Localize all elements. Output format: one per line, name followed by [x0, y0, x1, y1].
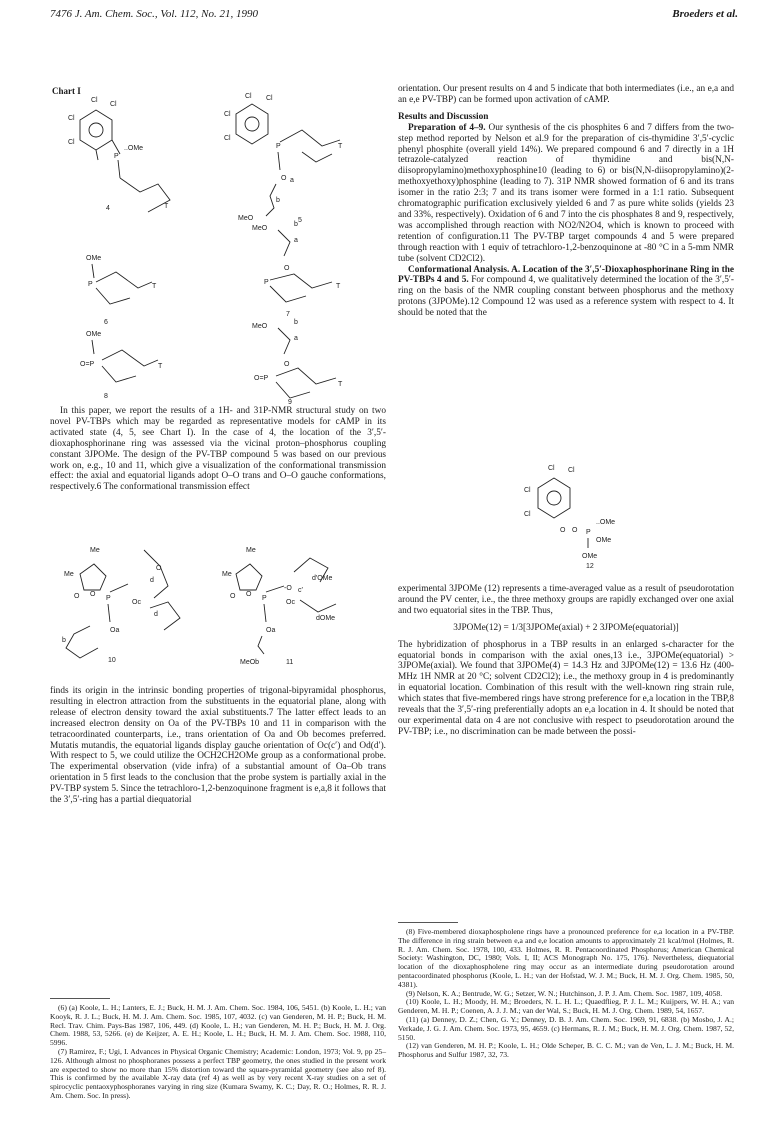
svg-text:Cl: Cl — [245, 93, 252, 100]
right-column-top — [398, 84, 734, 319]
svg-text:T: T — [338, 381, 343, 388]
svg-text:b: b — [294, 221, 298, 228]
svg-text:P: P — [262, 595, 267, 602]
svg-text:Cl: Cl — [68, 115, 75, 122]
svg-text:MeO: MeO — [238, 215, 254, 222]
svg-text:Cl: Cl — [548, 465, 555, 472]
footnote: (10) Koole, L. H.; Moody, H. M.; Broeders, N. L. H. L.; Quaedflieg, P. J. L. M.; Kuijpers, W. H. A.; van Genderen, M. H. P.; Coenen, A. J. J. M.; van der Wal, S.; Buck, H. M. J. Org. Chem. 1989, 54, 1657. — [398, 997, 734, 1016]
svg-text:O: O — [560, 527, 566, 534]
svg-text:Cl: Cl — [524, 511, 531, 518]
svg-text:T: T — [152, 283, 157, 290]
label-11: 11 — [286, 659, 294, 666]
svg-text:b: b — [62, 637, 66, 644]
svg-text:Cl: Cl — [110, 101, 117, 108]
chart-structures — [40, 92, 380, 404]
svg-text:Cl: Cl — [91, 97, 98, 104]
svg-text:b: b — [276, 197, 280, 204]
svg-text:O: O — [572, 527, 578, 534]
svg-text:-O: -O — [284, 585, 292, 592]
label-8: 8 — [104, 393, 108, 400]
svg-text:O: O — [284, 265, 290, 272]
svg-text:Cl: Cl — [266, 95, 273, 102]
paragraph: The hybridization of phosphorus in a TBP results in an enlarged s-character for the equatorial bonds in comparison with the axial ones,13 i.e., 3JPOMe(equatorial) > 3JPOMe(axial). We found that 3JPOMe(4) = 14.3 Hz and 3JPOMe(12) = 13.6 Hz (400-MHz 1H NMR at 20 °C; solvent CD2Cl2); i.e., the methoxy group in 4 is predominantly in equatorial location. Combination of this result with the well-known ring strain rule, which states that five-membered rings have strong preference for e,a location in the TBP,8 reveals that the 3′,5′-ring preferentially adopts an e,a location in 4. It should be noted that our experimental data on 4 are not conclusive with respect to pseudorotation around the PV-TBP; i.e., no discrimination can be made between the possi- — [398, 639, 734, 737]
svg-text:O: O — [230, 593, 236, 600]
svg-text:O: O — [246, 591, 252, 598]
svg-text:O: O — [90, 591, 96, 598]
svg-text:P: P — [276, 143, 281, 150]
svg-text:O=P: O=P — [80, 361, 95, 368]
label-7: 7 — [286, 311, 290, 318]
paragraph-text: For compound 4, we qualitatively determined the location of the 3′,5′-ring on the basis of the NMR coupling constant between phosphorus and the methoxy protons (3JPOMe).12 Compound 12 was used as a reference system with respect to 4. It should be noted that the — [398, 275, 734, 319]
author-header: Broeders et al. — [672, 8, 738, 20]
svg-text:Me: Me — [64, 571, 74, 578]
paragraph: In this paper, we report the results of a 1H- and 31P-NMR structural study on two novel PV-TBPs which may be regarded as representative models for cAMP in its activated state (4, 5, see Chart I). In the case of 4, the location of the 3′,5′-dioxaphosphorinane ring was assessed via the vicinal proton–phosphorus coupling constant 3JPOMe. The design of the PV-TBP compound 5 was based on our previous work on, e.g., 10 and 11, which give a visualization of the conformational transmission effect: the axial and equatorial ligands adopt O–O trans and O–O gauche conformations, respectively.6 The conformational transmission effect — [50, 406, 386, 493]
svg-text:Cl: Cl — [524, 487, 531, 494]
svg-text:Cl: Cl — [224, 135, 231, 142]
svg-text:a: a — [294, 335, 298, 342]
footnote: (9) Nelson, K. A.; Bentrude, W. G.; Setzer, W. N.; Hutchinson, J. P. J. Am. Chem. Soc. 1987, 109, 4058. — [406, 988, 723, 998]
label-9: 9 — [288, 399, 292, 404]
footnote: (8) Five-membered dioxaphospholene rings have a pronounced preference for e,a location in a PV-TBP. The difference in ring strain between e,a and e,e location amounts to approximately 21 kcal/mol (Holmes, R. R. J. Am. Chem. Soc. 1978, 100, 433. Holmes, R. R. Pentacoordinated Phosphorus; American Chemical Society: Washington, DC, 1980; Vols. I, II; ACS Monograph No. 175, 176). Nevertheless, diequatorial location of the dioxaphospholene ring may occur as an intermediate during pseudorotation around pentacoordinated phosphorus (Koole, L. H.; van der Hofstad, W. J. M.; Buck, H. M. J. Org. Chem. 1985, 50, 4381). — [398, 927, 734, 989]
svg-text:MeO: MeO — [252, 323, 268, 330]
subheading: Preparation of 4–9. — [408, 122, 486, 133]
svg-text:O: O — [74, 593, 80, 600]
label-5: 5 — [298, 217, 302, 224]
paragraph — [398, 265, 734, 320]
svg-text:O: O — [284, 361, 290, 368]
svg-text:OMe: OMe — [596, 537, 612, 544]
label-10: 10 — [108, 657, 116, 664]
footnote: (7) Ramirez, F.; Ugi, I. Advances in Physical Organic Chemistry; Academic: London, 1973; Vol. 9, pp 25–126. Although almost no phosphoranes possess a perfect TBP geometry, the ones studied in the present work are expected to show no more than 15% distortion toward the square-pyramidal geometry (see also ref 8). This is confirmed by the available X-ray data (ref 4) as well as by very recent X-ray studies on a set of spirocyclic pentaoxyphosphoranes varying in ring size (Kumara Swamy, K. C.; Day, R. O.; Holmes, R. R. J. Am. Chem. Soc. In press). — [50, 1046, 386, 1100]
paragraph-text: Our synthesis of the cis phosphites 6 and 7 differs from the two-step method reported by Nelson et al.9 for the preparation of cis-thymidine 3′,5′-cyclic phenyl phosphite (overall yield 14%). We prepared compound 6 and 7 directly in a 1H tetrazole-catalyzed reaction of thymidine and bis(N,N-diisopropylamino)methoxyphosphine10 (leading to 6) or bis(N,N-diisopropylamino)(2-methoxyethoxy)phosphine (leading to 7). 31P NMR showed formation of 6 and its trans isomer in the ratio 2:3; 7 and its trans isomer were formed in a 1:1 ratio. Subsequent chromatographic purification exclusively yielded 6 and 7 as pure white solids (yields 23 and 33%, respectively). Oxidation of 6 and 7 into the cis phosphates 8 and 9, respectively, was accomplished through reaction with NO2/N2O4, which is known to proceed with retention of configuration.11 The PV-TBP target compounds 4 and 5 were prepared through reaction with 1 equiv of tetrachloro-1,2-benzoquinone at -80 °C in a 5-mm NMR tube (solvent CD2Cl2). — [398, 122, 734, 264]
svg-text:P: P — [88, 281, 93, 288]
footnote-rule — [50, 998, 110, 999]
svg-text:Oa: Oa — [266, 627, 276, 634]
svg-text:Me: Me — [222, 571, 232, 578]
label-6: 6 — [104, 319, 108, 326]
right-footnotes — [398, 928, 734, 1060]
subheading: Conformational Analysis. A. Location of the 3′,5′-Dioxaphosphorinane Ring in the PV-TBPs 4 and 5. — [398, 264, 734, 286]
svg-text:b: b — [294, 319, 298, 326]
running-header: 7476 J. Am. Chem. Soc., Vol. 112, No. 21, 1990 — [50, 8, 258, 20]
svg-text:Cl: Cl — [568, 467, 575, 474]
svg-text:T: T — [164, 203, 169, 210]
structure-6 — [86, 255, 157, 326]
svg-text:O=P: O=P — [254, 375, 269, 382]
svg-text:OMe: OMe — [86, 255, 102, 262]
svg-text:T: T — [338, 143, 343, 150]
svg-text:MeO: MeO — [252, 225, 268, 232]
structure-11 — [222, 547, 336, 666]
structure-7 — [252, 221, 341, 318]
paragraph: experimental 3JPOMe (12) represents a time-averaged value as a result of pseudorotation around the PV center, i.e., the three methoxy groups are rapidly exchanged over one axial and two equatorial sites in the TBP. Thus, — [398, 584, 734, 616]
section-heading: Results and Discussion — [398, 111, 489, 122]
paragraph: finds its origin in the intrinsic bonding properties of trigonal-bipyramidal phosphorus, resulting in electron attraction from the substituents in the equatorial plane, along with release of electron density toward the axial substituents.7 The latter effect leads to an increased electron density on Oa of the PV-TBPs 10 and 11 in comparison with the tetracoordinated counterparts, i.e., trans orientation of Oa and Ob becomes preferred. Mutatis mutandis, the equatorial ligands display gauche orientation of Oc(c′) and Od(d′). With respect to 5, we could utilize the OCH2CH2OMe group as a conformational probe. The experimental observation (vide infra) of a substantial amount of Oa–Ob trans orientation in 5 first leads to the conclusion that the probe system is partially axial in the PV-TBP system 5. Since the tetrachloro-1,2-benzoquinone fragment is e,a,8 it follows that the 3′,5′-ring has a partial diequatorial — [50, 686, 386, 806]
structure-9 — [252, 319, 343, 404]
label-4: 4 — [106, 205, 110, 212]
footnote-rule — [398, 922, 458, 923]
label-12: 12 — [586, 563, 594, 568]
svg-text:Me: Me — [246, 547, 256, 554]
structure-4 — [68, 97, 170, 212]
svg-text:d: d — [154, 611, 158, 618]
svg-text:T: T — [336, 283, 341, 290]
footnote: (6) (a) Koole, L. H.; Lanters, E. J.; Buck, H. M. J. Am. Chem. Soc. 1984, 106, 5451. (b) Koole, L. H.; van Kooyk, R. J. L.; Buck, H. M. J. Am. Chem. Soc. 1985, 107, 4032. (c) van Genderen, M. H. P.; Buck, H. M. Recl. Trav. Chim. Pays-Bas 1987, 106, 449. (d) Koole, L. H.; van Genderen, M. H. P.; Buck, H. M. J. Org. Chem. 1988, 53, 5266. (e) de Keijzer, A. E. H.; Koole, L. H.; Buck, H. M. J. Am. Chem. Soc. 1988, 110, 5996. — [50, 1003, 386, 1048]
svg-text:P: P — [114, 153, 119, 160]
chart-structures-10-11 — [50, 542, 370, 668]
structure-10 — [62, 547, 180, 664]
svg-text:dOMe: dOMe — [316, 615, 336, 622]
svg-text:MeOb: MeOb — [240, 659, 260, 666]
equation: 3JPOMe(12) = 1/3[3JPOMe(axial) + 2 3JPOMe(equatorial)] — [453, 622, 679, 633]
svg-text:O: O — [281, 175, 287, 182]
structure-8 — [80, 331, 163, 400]
svg-text:a: a — [294, 237, 298, 244]
paragraph: orientation. Our present results on 4 and 5 indicate that both intermediates (i.e., an e,a and an e,e PV-TBP) can be formed upon activation of cAMP. — [398, 84, 734, 105]
svg-text:Cl: Cl — [224, 111, 231, 118]
svg-text:P: P — [264, 279, 269, 286]
structure-12 — [510, 462, 650, 568]
svg-text:OMe: OMe — [582, 553, 598, 560]
svg-text:c′: c′ — [298, 587, 303, 594]
svg-text:P: P — [586, 529, 591, 536]
chart-label: Chart I — [52, 86, 81, 96]
svg-text:P: P — [106, 595, 111, 602]
footnote: (11) (a) Denney, D. Z.; Chen, G. Y.; Denney, D. B. J. Am. Chem. Soc. 1969, 91, 6838. (b) Mosbo, J. A.; Verkade, J. G. J. Am. Chem. Soc. 1973, 95, 4659. (c) Hermans, R. J. M.; Buck, H. M. J. Org. Chem. 1987, 52, 5150. — [398, 1014, 734, 1042]
svg-text:Me: Me — [90, 547, 100, 554]
footnote: (12) van Genderen, M. H. P.; Koole, L. H.; Olde Scheper, B. C. C. M.; van de Ven, L. J. M.; Buck, H. M. Phosphorus and Sulfur 1987, 32, 73. — [398, 1041, 734, 1060]
svg-text:T: T — [158, 363, 163, 370]
left-footnotes — [50, 1004, 386, 1101]
left-column-top — [50, 406, 386, 493]
structure-5 — [224, 93, 343, 224]
svg-text:d′OMe: d′OMe — [312, 575, 333, 582]
svg-text:Oa: Oa — [110, 627, 120, 634]
svg-text:Oc: Oc — [132, 599, 141, 606]
right-column-body — [398, 584, 734, 738]
svg-text:Cl: Cl — [68, 139, 75, 146]
svg-text:Oc: Oc — [286, 599, 295, 606]
paragraph — [398, 123, 734, 265]
svg-text:a: a — [290, 177, 294, 184]
svg-text:..OMe: ..OMe — [596, 519, 616, 526]
svg-text:..OMe: ..OMe — [124, 145, 144, 152]
left-column-body — [50, 686, 386, 806]
svg-text:OMe: OMe — [86, 331, 102, 338]
svg-text:d: d — [150, 577, 154, 584]
svg-text:O: O — [156, 565, 162, 572]
